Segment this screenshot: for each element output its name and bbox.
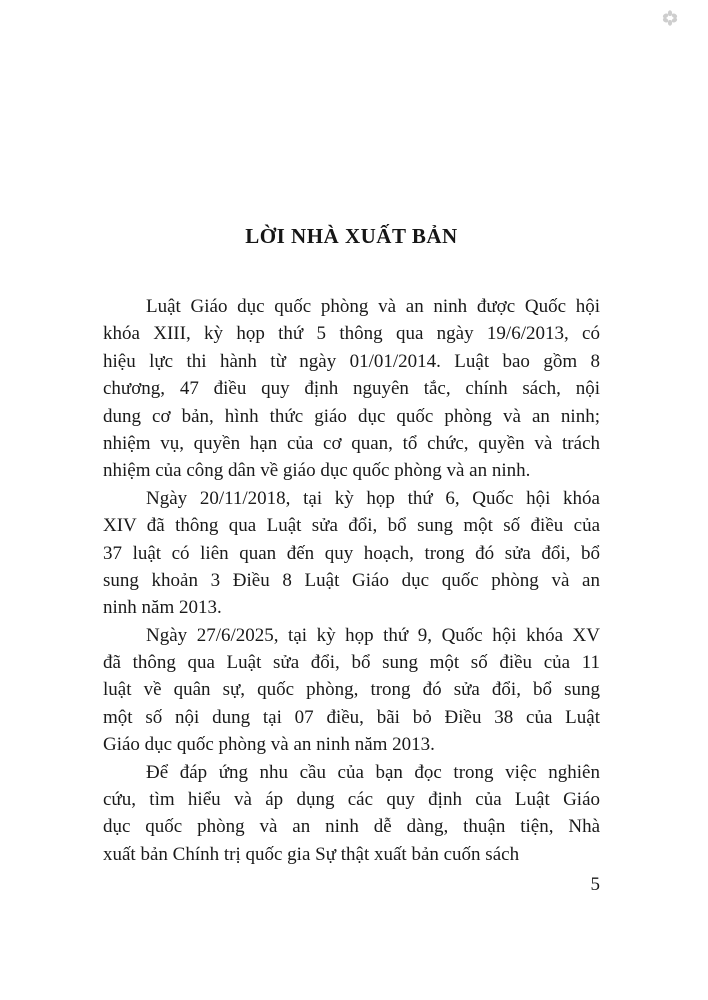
paragraph (103, 759, 600, 869)
page-number: 5 (590, 874, 600, 895)
text-line: khóa XIII, kỳ họp thứ 5 thông qua ngày 19/6/2013, có (103, 323, 600, 345)
text-line: xuất bản Chính trị quốc gia Sự thật xuất bản cuốn sách (103, 843, 520, 865)
text-line: sung khoản 3 Điều 8 Luật Giáo dục quốc phòng và an (103, 569, 600, 591)
text-line: Giáo dục quốc phòng và an ninh năm 2013. (103, 734, 435, 756)
text-line: luật về quân sự, quốc phòng, trong đó sửa đổi, bổ sung (103, 679, 600, 701)
text-line: chương, 47 điều quy định nguyên tắc, chính sách, nội (103, 378, 600, 400)
text-line: hiệu lực thi hành từ ngày 01/01/2014. Luật bao gồm 8 (103, 350, 600, 372)
text-line: cứu, tìm hiểu và áp dụng các quy định của Luật Giáo (103, 789, 600, 811)
text-line: Ngày 20/11/2018, tại kỳ họp thứ 6, Quốc hội khóa (146, 487, 600, 509)
paragraph (103, 622, 600, 759)
text-line: Ngày 27/6/2025, tại kỳ họp thứ 9, Quốc hội khóa XV (146, 624, 600, 646)
paragraph (103, 293, 600, 485)
page-title: LỜI NHÀ XUẤT BẢN (245, 224, 458, 248)
paragraph (103, 485, 600, 622)
flower-icon (662, 10, 678, 26)
text-line: nhiệm của công dân về giáo dục quốc phòng và an ninh. (103, 460, 531, 482)
text-line: Luật Giáo dục quốc phòng và an ninh được Quốc hội (146, 296, 600, 317)
text-line: dục quốc phòng và an ninh dễ dàng, thuận tiện, Nhà (103, 816, 600, 838)
text-line: Để đáp ứng nhu cầu của bạn đọc trong việc nghiên (146, 761, 600, 783)
text-line: nhiệm vụ, quyền hạn của cơ quan, tổ chức, quyền và trách (103, 432, 600, 454)
text-line: đã thông qua Luật sửa đổi, bổ sung một số điều của 11 (103, 652, 600, 674)
text-line: 37 luật có liên quan đến quy hoạch, trong đó sửa đổi, bổ (103, 542, 600, 564)
text-line: XIV đã thông qua Luật sửa đổi, bổ sung một số điều của (103, 515, 600, 537)
text-line: một số nội dung tại 07 điều, bãi bỏ Điều 38 của Luật (103, 706, 600, 728)
page-content (103, 222, 600, 868)
text-line: dung cơ bản, hình thức giáo dục quốc phòng và an ninh; (103, 405, 600, 427)
text-line: ninh năm 2013. (103, 597, 222, 619)
body-text (103, 293, 600, 868)
